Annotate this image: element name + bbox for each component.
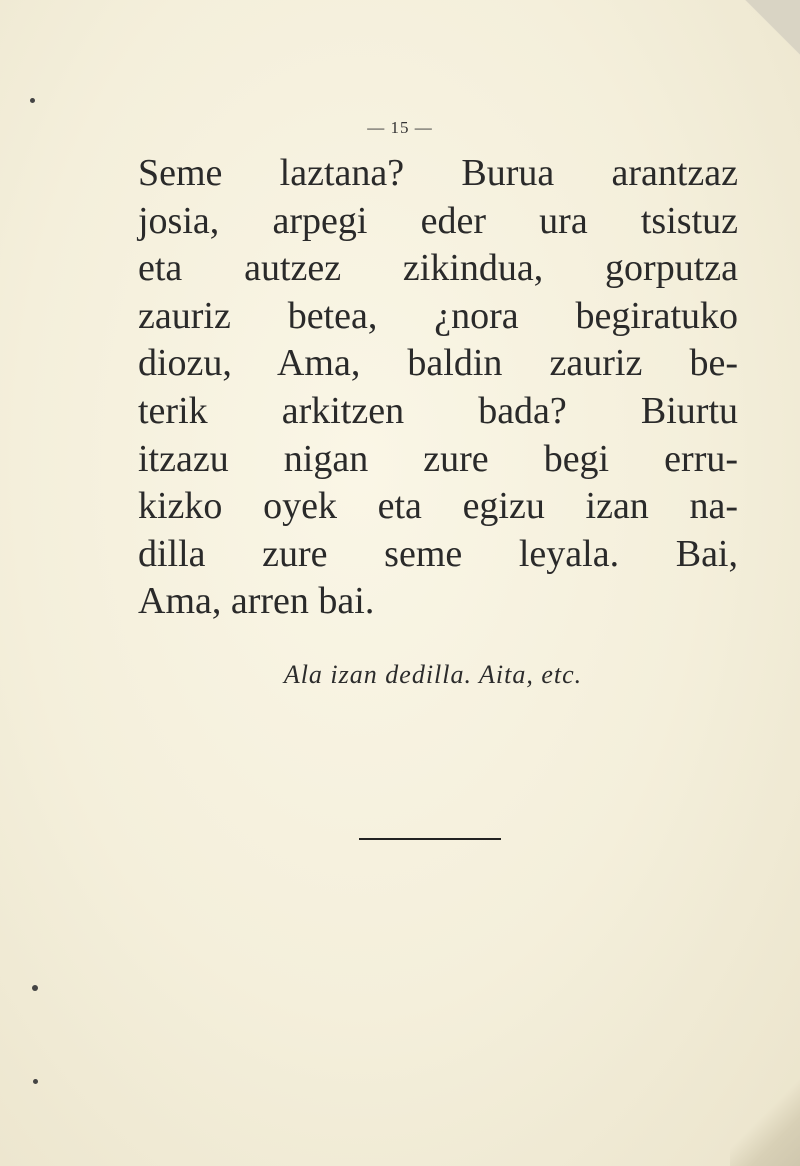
text-line: Ama, arren bai. (138, 580, 375, 623)
text-line: Seme laztana? Burua arantzaz (138, 152, 738, 194)
paper-speck (30, 98, 35, 103)
text-line: kizko oyek eta egizu izan na- (138, 485, 738, 528)
paper-speck (33, 1079, 38, 1084)
section-divider (359, 838, 501, 840)
text-line: diozu, Ama, baldin zauriz be- (138, 342, 738, 385)
closing-prayer: Ala izan dedilla. Aita, etc. (283, 660, 583, 689)
page-corner-wear (730, 1076, 800, 1166)
text-line: josia, arpegi eder ura tsistuz (138, 199, 738, 242)
text-line: terik arkitzen bada? Biurtu (138, 389, 738, 432)
page-corner-fold (740, 0, 800, 60)
page-number: — 15 — (367, 118, 433, 137)
text-line: zauriz betea, ¿nora begiratuko (138, 294, 738, 337)
text-line: itzazu nigan zure begi erru- (138, 437, 738, 480)
text-line: eta autzez zikindua, gorputza (138, 247, 738, 290)
paper-speck (32, 985, 38, 991)
body-paragraph (138, 150, 738, 626)
text-line: dilla zure seme leyala. Bai, (138, 532, 738, 575)
